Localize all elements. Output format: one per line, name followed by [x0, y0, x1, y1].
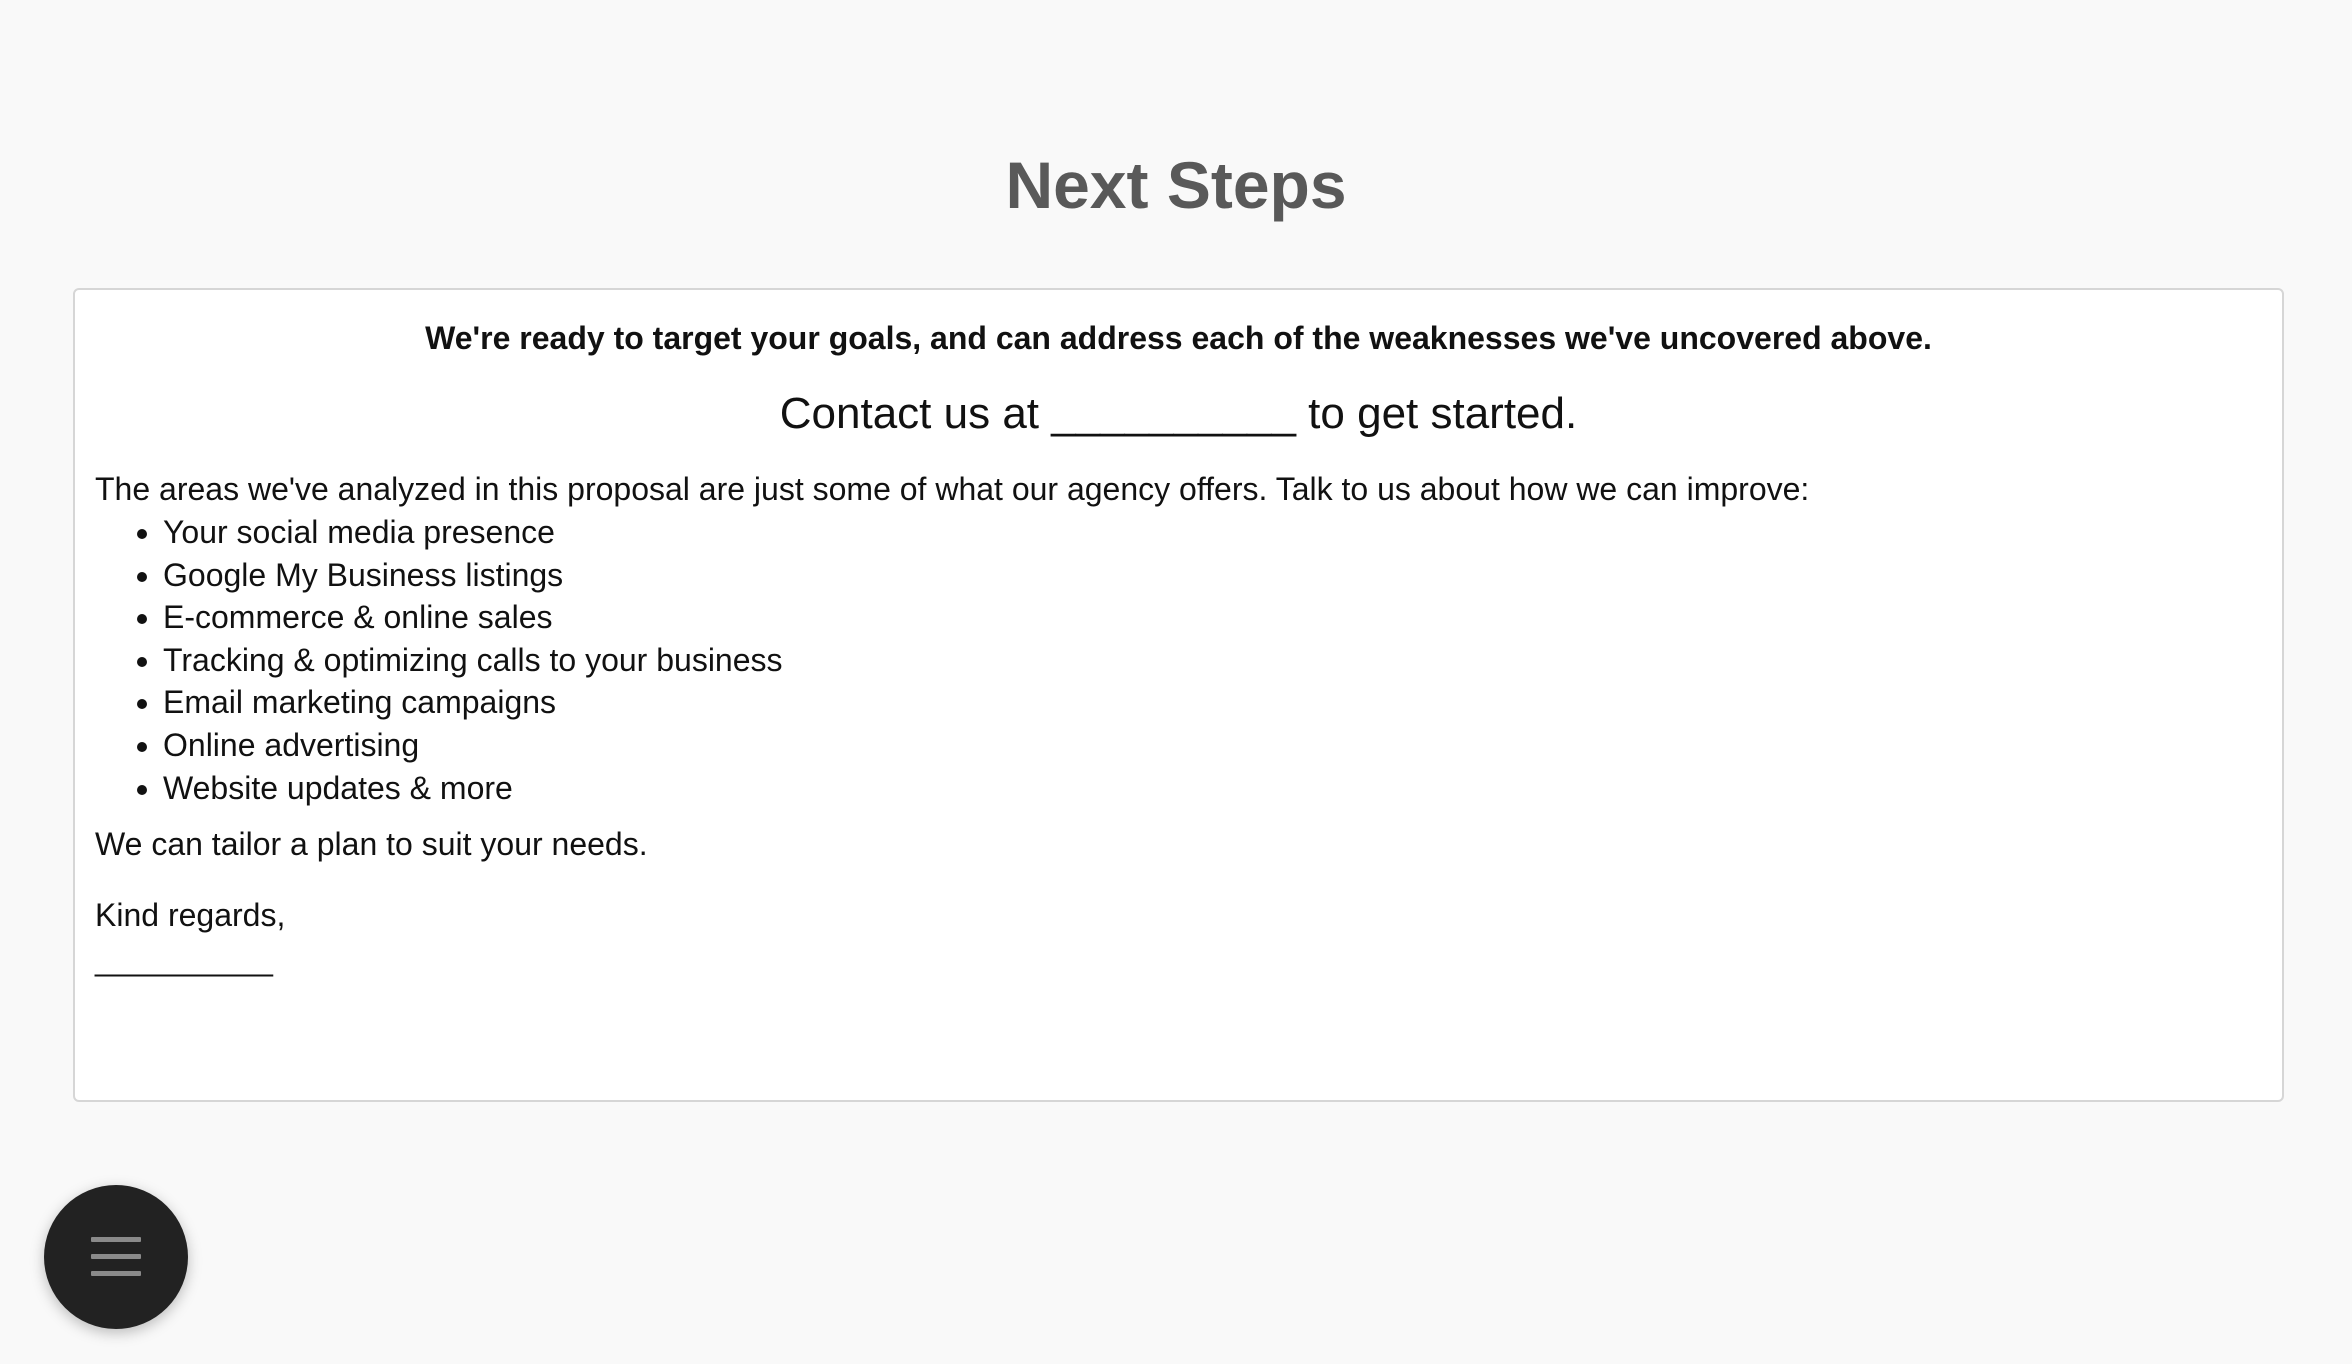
next-steps-card — [73, 288, 2284, 1102]
signature-line: __________ — [95, 941, 273, 977]
list-item: • Google My Business listings — [163, 554, 783, 597]
list-item: • Online advertising — [163, 724, 783, 767]
list-item: • E-commerce & online sales — [163, 596, 783, 639]
closing-regards: Kind regards, — [95, 897, 286, 933]
list-item: • Your social media presence — [163, 511, 783, 554]
page-title: Next Steps — [1005, 148, 1347, 222]
list-item: • Tracking & optimizing calls to your business — [163, 639, 783, 682]
hamburger-menu-icon — [91, 1237, 141, 1277]
tailor-text: We can tailor a plan to suit your needs. — [95, 826, 648, 862]
menu-button[interactable] — [44, 1185, 188, 1329]
contact-line: Contact us at __________ to get started. — [779, 389, 1578, 438]
services-intro: The areas we've analyzed in this proposal are just some of what our agency offers. Talk to us about how we can improve: — [95, 471, 1810, 507]
list-item: • Website updates & more — [163, 767, 783, 810]
card-headline: We're ready to target your goals, and can address each of the weaknesses we've uncovered above. — [425, 320, 1932, 356]
list-item: • Email marketing campaigns — [163, 681, 783, 724]
services-list — [95, 511, 783, 809]
